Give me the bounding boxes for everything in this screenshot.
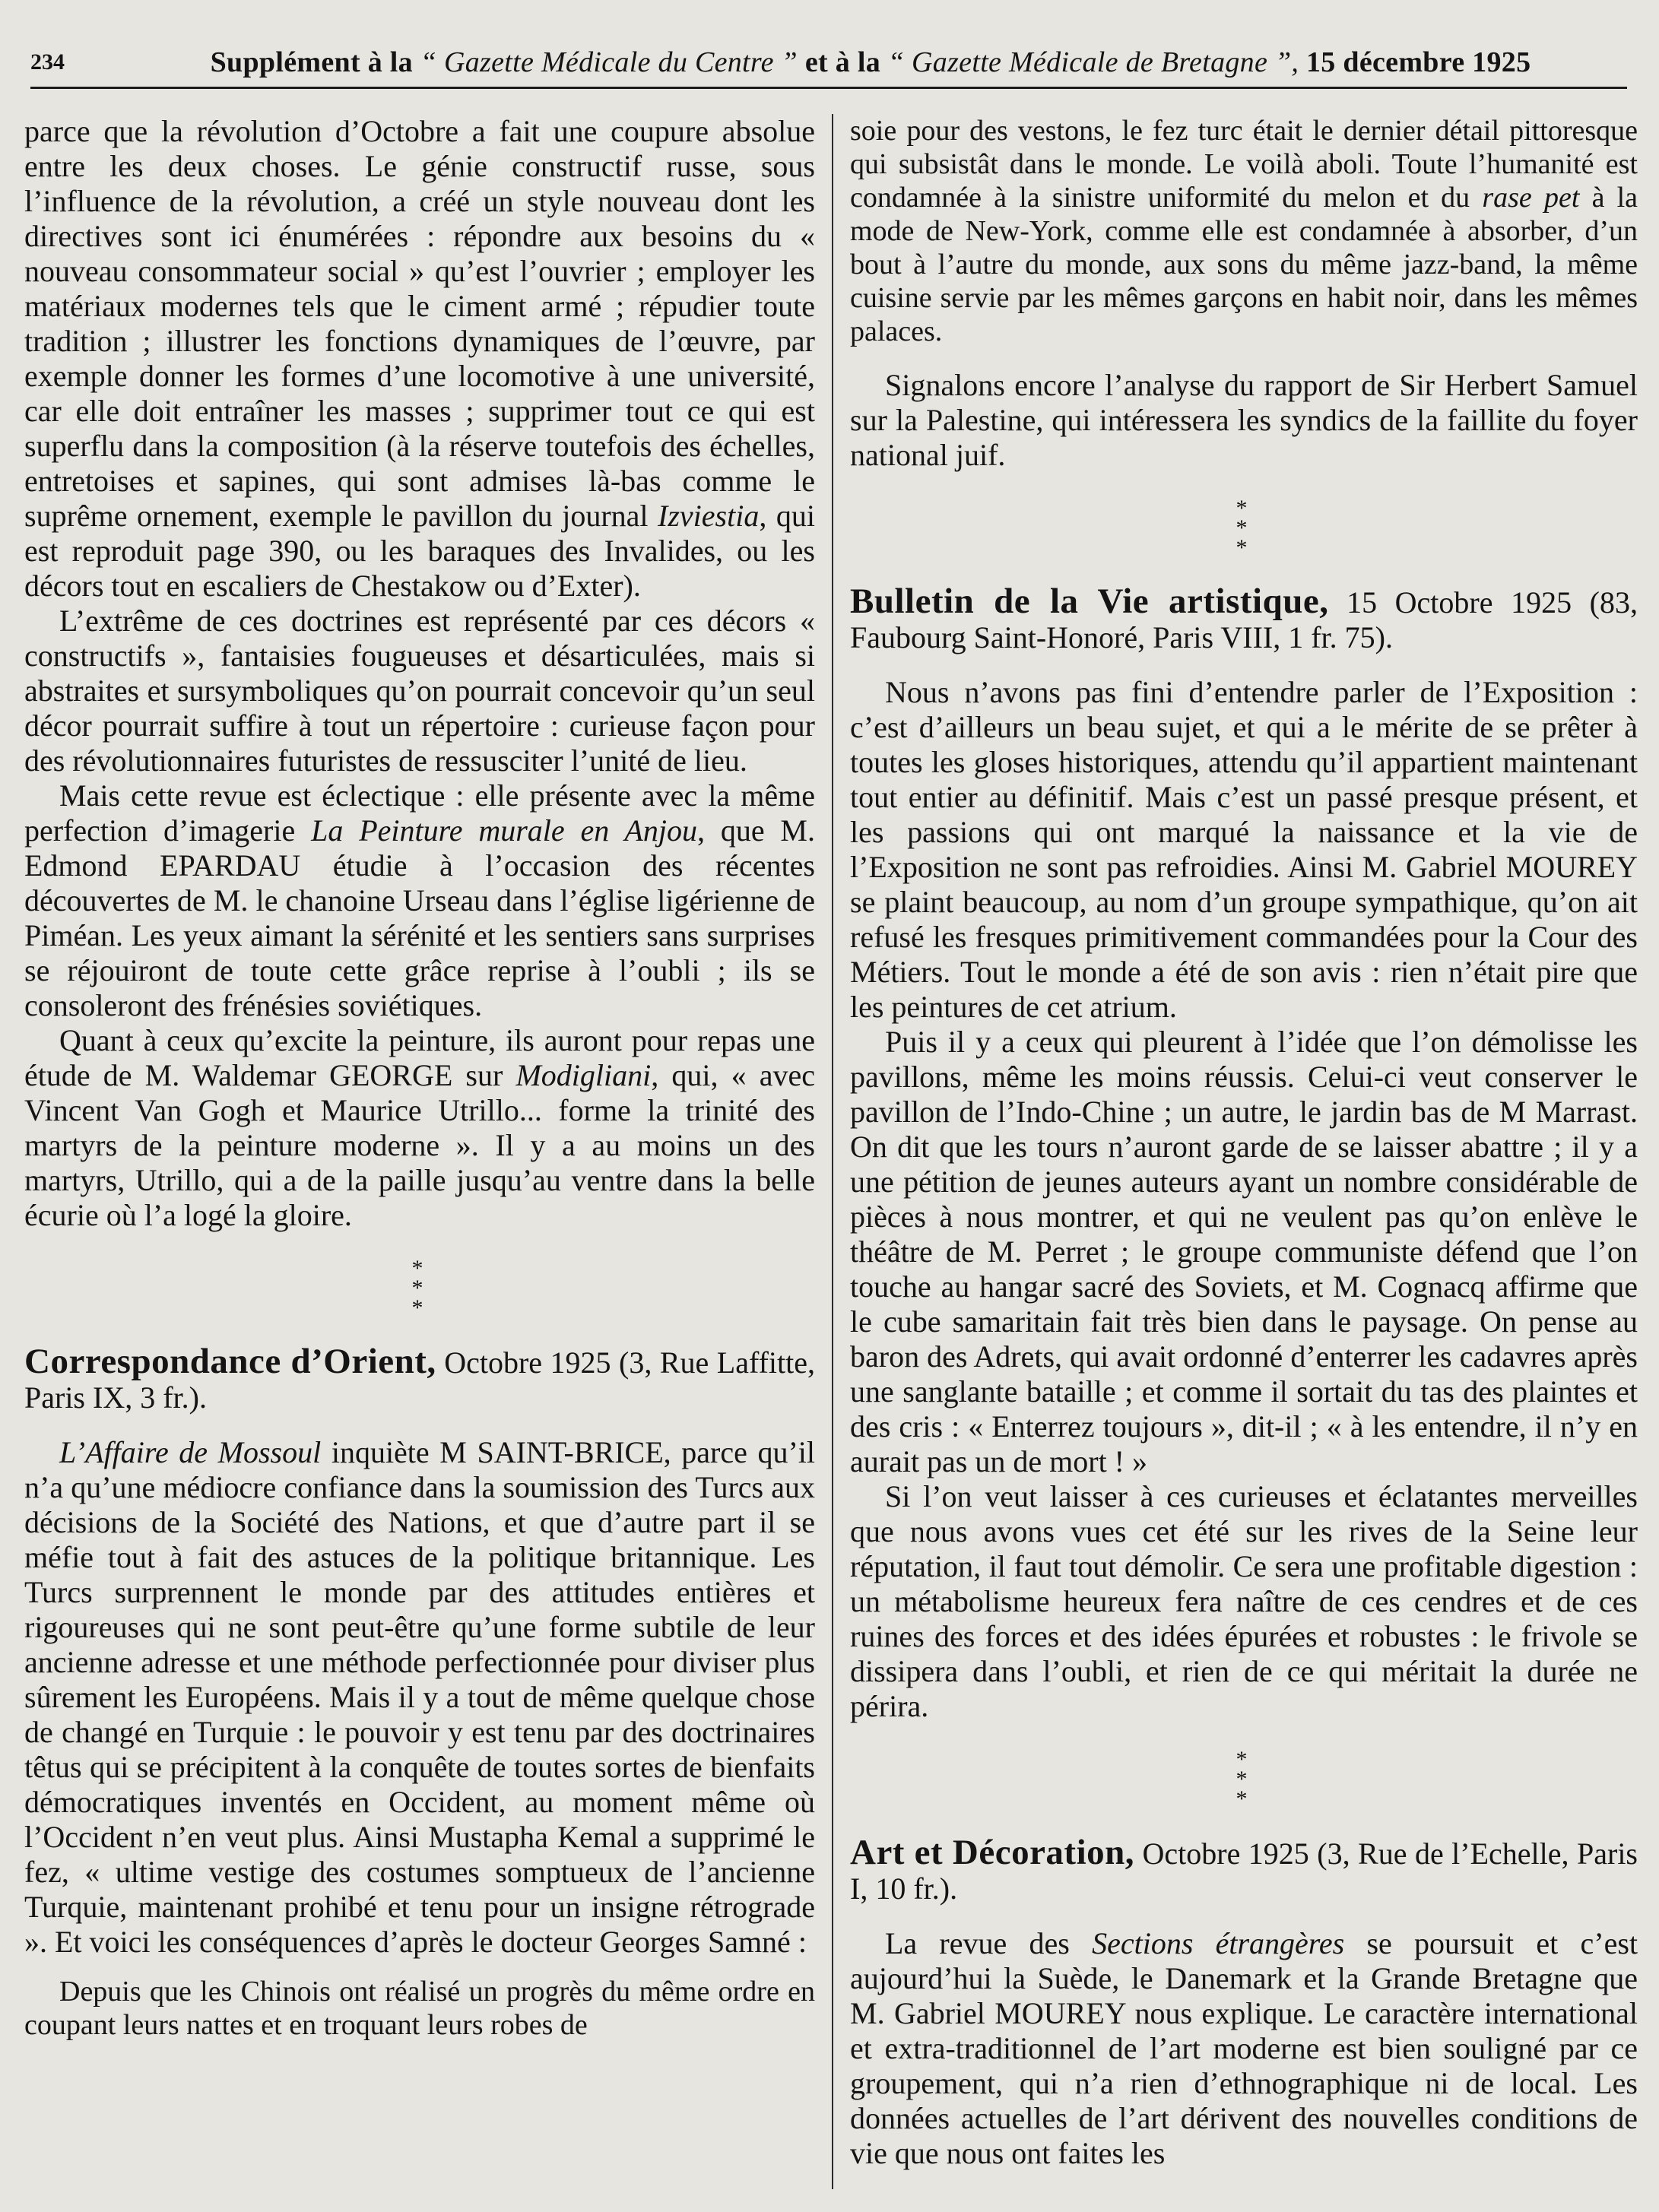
review-info: Octobre 1925 (3, Rue de l’Echelle, Paris I, 10 fr.).	[850, 1836, 1638, 1906]
running-title	[114, 46, 1627, 79]
paragraph: Si l’on veut laisser à ces curieuses et éclatantes merveilles que nous avons vues cet été sur les rives de la Seine leur réputation, il faut tout démolir. Ce sera une profitable digestion : un métabolisme heureux fera naître de ces cendres et de ces ruines des forces et des idées épurées et robustes : le frivole se dissipera dans l’oubli, et rien de ce qui méritait la durée ne périra.	[850, 1479, 1638, 1723]
paragraph: Mais cette revue est éclectique : elle présente avec la même perfection d’imagerie La Peinture murale en Anjou, que M. Edmond EPARDAU étudie à l’occasion des récentes découvertes de M. le chanoine Urseau dans l’église ligérienne de Piméan. Les yeux aimant la sérénité et les sentiers sans surprises se réjouiront de toute cette grâce reprise à l’oubli ; ils se consoleront des frénésies soviétiques.	[24, 778, 815, 1022]
review-info: Octobre 1925 (3, Rue Laffitte, Paris IX, 3 fr.).	[24, 1345, 815, 1415]
paragraph: L’extrême de ces doctrines est représenté par ces décors « constructifs », fantaisies fougueuses et désarticulées, mais si abstraites et sursymboliques qu’on pourrait concevoir qu’un seul décor pourrait suffire à tout un répertoire : curieuse façon pour des révolutionnaires futuristes de ressusciter l’unité de lieu.	[24, 604, 815, 778]
review-title: Correspondance d’Orient,	[24, 1342, 436, 1381]
section-heading	[850, 1835, 1638, 1906]
section-heading	[850, 584, 1638, 655]
column-rule	[832, 114, 833, 2189]
paragraph: La revue des Sections étrangères se poursuit et c’est aujourd’hui la Suède, le Danemark et la Grande Bretagne que M. Gabriel MOUREY nous explique. Le caractère international et extra-traditionnel de l’art moderne est bien souligné par ce groupement, qui n’a rien d’ethnographique ni de local. Les données actuelles de l’art dérivent des nouvelles conditions de vie que nous ont faites les	[850, 1926, 1638, 2170]
paragraph: L’Affaire de Mossoul inquiète M SAINT-BRICE, parce qu’il n’a qu’une médiocre confiance dans la soumission des Turcs aux décisions de la Société des Nations, et que d’autre part il se méfie tout à fait des astuces de la politique britannique. Les Turcs surprennent le monde par des attitudes entières et rigoureuses qui ne sont peut-être qu’une forme subtile de leur ancienne adresse et une méthode perfectionnée pour diviser plus sûrement les Européens. Mais il y a tout de même quelque chose de changé en Turquie : le pouvoir y est tenu par des doctrinaires têtus qui se précipitent à la conquête de toutes sortes de bienfaits démocratiques inventés en Occident, au moment même où l’Occident n’en veut plus. Ainsi Mustapha Kemal a supprimé le fez, « ultime vestige des costumes somptueux de l’ancienne Turquie, maintenant prohibé et tenu pour un insigne rétrograde ». Et voici les conséquences d’après le docteur Georges Samné :	[24, 1435, 815, 1959]
journal-name-2: “ Gazette Médicale de Bretagne ”,	[887, 46, 1299, 78]
review-title: Bulletin de la Vie artistique,	[850, 582, 1329, 621]
quotation-continued: soie pour des vestons, le fez turc était le dernier détail pittoresque qui subsistât dans le monde. Le voilà aboli. Toute l’humanité est condamnée à la sinistre uniformité du melon et du rase pet à la mode de New-York, comme elle est condamnée à absorber, d’un bout à l’autre du monde, aux sons du même jazz-band, la même cuisine servie par les mêmes garçons en habit noir, dans les mêmes palaces.	[850, 115, 1638, 347]
paragraph: Signalons encore l’analyse du rapport de Sir Herbert Samuel sur la Palestine, qui intéressera les syndics de la faillite du foyer national juif.	[850, 368, 1638, 472]
running-title-conjunction: et à la	[804, 46, 880, 78]
left-column	[24, 114, 815, 2189]
running-header	[30, 38, 1627, 89]
review-title: Art et Décoration,	[850, 1833, 1135, 1872]
paragraph: parce que la révolution d’Octobre a fait une coupure absolue entre les deux choses. Le génie constructif russe, sous l’influence de la révolution, a créé un style nouveau dont les directives sont ici énumérées : répondre aux besoins du « nouveau consommateur social » qu’est l’ouvrier ; employer les matériaux modernes tels que le ciment armé ; répudier toute tradition ; illustrer les fonctions dynamiques de l’œuvre, par exemple donner les formes d’une locomotive à une université, car elle doit entraîner les masses ; supprimer tout ce qui est superflu dans la composition (à la réserve toutefois des échelles, entretoises et sapines, qui sont admises là-bas comme le suprême ornement, exemple le pavillon du journal Izviestia, qui est reproduit page 390, ou les baraques des Invalides, ou les décors tout en escaliers de Chestakow ou d’Exter).	[24, 114, 815, 603]
running-title-prefix: Supplément à la	[210, 46, 413, 78]
paragraph: Puis il y a ceux qui pleurent à l’idée que l’on démolisse les pavillons, même les moins réussis. Celui-ci veut conserver le pavillon de l’Indo-Chine ; un autre, le jardin bas de M Marrast. On dit que les tours n’auront garde de se laisser abattre ; il y a une pétition de jeunes auteurs ayant un nombre considérable de pièces à nous montrer, et qui ne veulent pas qu’on enlève le théâtre de M. Perret ; le groupe communiste défend que l’on touche au hangar sacré des Soviets, et M. Cognacq affirme que le cube samaritain fait très bien dans le paysage. On pense au baron des Adrets, qui avait ordonné d’enterrer les cadavres après une sanglante bataille ; et comme il sortait du tas des plaintes et des cris : « Enterrez toujours », dit-il ; « à les entendre, il n’y en aurait pas un de mort ! »	[850, 1025, 1638, 1478]
section-separator: * * *	[411, 1256, 428, 1320]
quotation: Depuis que les Chinois ont réalisé un progrès du même ordre en coupant leurs nattes et en troquant leurs robes de	[24, 1976, 815, 2041]
journal-name-1: “ Gazette Médicale du Centre ”	[420, 46, 798, 78]
right-column	[850, 114, 1638, 2189]
section-heading	[24, 1344, 815, 1415]
paragraph: Nous n’avons pas fini d’entendre parler de l’Exposition : c’est d’ailleurs un beau sujet, et qui a le mérite de se prêter à toutes les gloses historiques, attendu qu’il appartient maintenant tout entier au définitif. Mais c’est un passé presque présent, et les passions qui ont marqué la naissance et la vie de l’Exposition ne sont pas refroidies. Ainsi M. Gabriel MOUREY se plaint beaucoup, au nom d’un groupe sympathique, qu’on ait refusé les fresques primitivement commandées pour la Cour des Métiers. Tout le monde a été de son avis : rien n’était pire que les peintures de cet atrium.	[850, 675, 1638, 1024]
section-separator: * * *	[1236, 496, 1252, 560]
review-info: 15 Octobre 1925 (83, Faubourg Saint-Honoré, Paris VIII, 1 fr. 75).	[850, 585, 1638, 654]
issue-date: 15 décembre 1925	[1306, 46, 1531, 78]
page-number: 234	[30, 49, 65, 74]
section-separator: * * *	[1236, 1747, 1252, 1811]
paragraph: Quant à ceux qu’excite la peinture, ils auront pour repas une étude de M. Waldemar GEORGE sur Modigliani, qui, « avec Vincent Van Gogh et Maurice Utrillo... forme la trinité des martyrs de la peinture moderne ». Il y a au moins un des martyrs, Utrillo, qui a de la paille jusqu’au ventre dans la belle écurie où l’a logé la gloire.	[24, 1023, 816, 1232]
